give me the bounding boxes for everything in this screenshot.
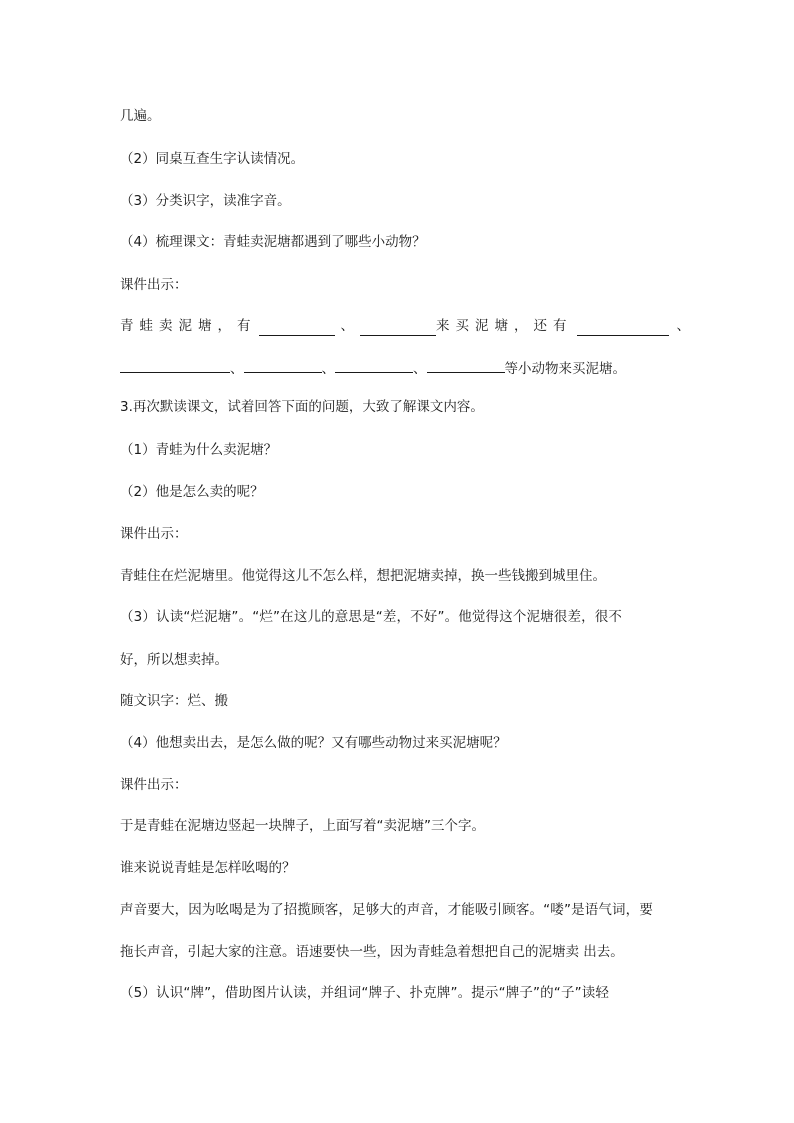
answer-blank[interactable] (259, 321, 335, 336)
answer-blank[interactable] (427, 358, 505, 373)
row2-sep-3: 、 (413, 361, 427, 377)
text-line: （3）分类识字，读准字音。 (120, 193, 291, 209)
row1-text-c: 来买泥塘， (436, 318, 534, 334)
row1-part3 (436, 316, 534, 336)
answer-blank[interactable] (360, 321, 436, 336)
row1-part4 (534, 316, 691, 336)
text-line: （1）青蛙为什么卖泥塘？ (120, 442, 278, 458)
text-line: 于是青蛙在泥塘边竖起一块牌子，上面写着“卖泥塘”三个字。 (120, 818, 485, 834)
text-line: 拖长声音，引起大家的注意。语速要快一些，因为青蛙急着想把自己的泥塘卖 出去。 (120, 944, 624, 960)
row2-sep-1: 、 (230, 361, 244, 377)
answer-blank[interactable] (577, 321, 669, 336)
text-line: 3.再次默读课文，试着回答下面的问题，大致了解课文内容。 (120, 399, 484, 415)
answer-blank[interactable] (120, 358, 230, 373)
text-line: （2）他是怎么卖的呢？ (120, 484, 264, 500)
row1-part1 (120, 316, 237, 336)
text-line: 青蛙住在烂泥塘里。他觉得这儿不怎么样，想把泥塘卖掉，换一些钱搬到城里住。 (120, 568, 606, 584)
row1-part2 (237, 316, 436, 336)
text-line: 课件出示： (120, 526, 188, 542)
row1-sep-1: 、 (340, 318, 354, 334)
text-line: （3）认读“烂泥塘”。“烂”在这儿的意思是“差，不好”。他觉得这个泥塘很差，很不 (120, 609, 623, 625)
fill-blank-row-2 (120, 358, 676, 379)
fill-blank-row-1 (120, 316, 690, 336)
text-line: 课件出示： (120, 277, 188, 293)
text-line: 几遍。 (120, 108, 161, 124)
text-line: 课件出示： (120, 777, 188, 793)
answer-blank[interactable] (244, 358, 322, 373)
text-line: （2）同桌互查生字认读情况。 (120, 151, 305, 167)
row1-sep-2: 、 (676, 318, 690, 334)
row1-text-d: 还有 (533, 318, 573, 334)
row1-text-a: 青蛙卖泥塘， (120, 318, 237, 334)
text-line: 声音要大，因为吆喝是为了招揽顾客，足够大的声音，才能吸引顾客。“喽”是语气词，要 (120, 902, 653, 918)
answer-blank[interactable] (335, 358, 413, 373)
row2-sep-2: 、 (321, 361, 335, 377)
text-line: 随文识字：烂、搬 (120, 693, 228, 709)
row1-text-b: 有 (237, 318, 251, 334)
text-line: （5）认识“牌”，借助图片认读，并组词“牌子、扑克牌”。提示“牌子”的“子”读轻 (120, 985, 610, 1001)
text-line: 好，所以想卖掉。 (120, 652, 228, 668)
row2-tail: 等小动物来买泥塘。 (504, 361, 626, 377)
text-line: 谁来说说青蛙是怎样吆喝的？ (120, 860, 296, 876)
text-line: （4）他想卖出去，是怎么做的呢？又有哪些动物过来买泥塘呢？ (120, 735, 507, 751)
text-line: （4）梳理课文：青蛙卖泥塘都遇到了哪些小动物？ (120, 234, 426, 250)
